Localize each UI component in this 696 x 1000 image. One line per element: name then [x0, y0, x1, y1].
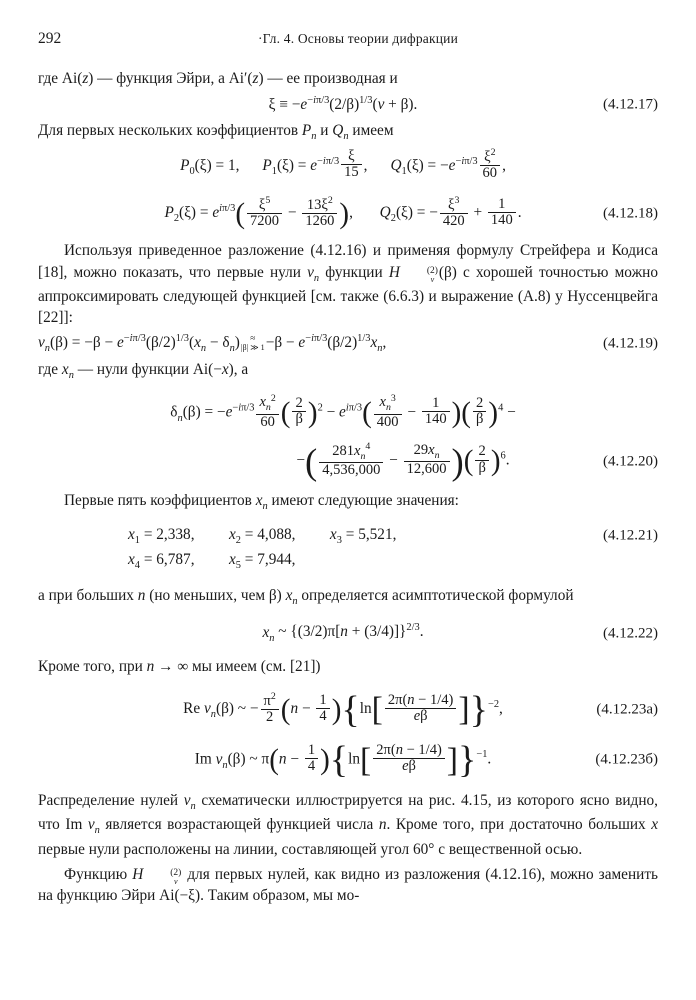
text-fragment: Используя приведенное разложение (4.12.16) и применяя формулу Стрейфера и Кодиса [18], можно показать, что первые нули [38, 242, 658, 281]
equation-body: Re $\nu_n(\beta)$ ~ − $\frac{\pi^2}{2}$ (n − $\frac{1}{4}$ ){ln[ $\frac{2\pi(n - 1/4)}{e\beta}$ ]}$^{-2}$, [183, 688, 503, 731]
coefficient-value: 6,787, [156, 550, 195, 568]
equation-4-12-20-line2 [38, 440, 658, 483]
text-fragment: функции [319, 263, 389, 281]
equation-body: $P_2(\xi) = e^{i\pi/3}$( $\frac{\xi^5}{7200}$ − $\frac{13\xi^2}{1260}$ ), $Q_2(\xi)$ = − $\frac{\xi^3}{420}$ + $\frac{1}{140}$ . [164, 194, 522, 230]
equation-4-12-20-line1 [38, 392, 658, 431]
page-number: 292 [38, 30, 62, 47]
text-fragment: первые нули расположены на линии, составляющей угол 60° с вещественной осью. [38, 840, 583, 858]
text-fragment: Кроме того, при [38, 657, 147, 675]
paragraph-limit: Кроме того, при n → ∞ мы имеем (см. [21]) [38, 657, 321, 675]
text-fragment: — нули функции Ai(− [73, 360, 222, 378]
equation-body: $\xi \equiv -e^{-i\pi/3}(2/\beta)^{1/3}(\nu + \beta)$. [268, 95, 418, 114]
paragraph-asymptotic: а при больших n (но меньших, чем β) $x_n$ определяется асимптотической формулой [38, 587, 574, 608]
equation-body: $x_n$ ~ $\{(3/2)\pi[n + (3/4)]\}^{2/3}$. [262, 622, 424, 644]
text-fragment: → ∞ мы имеем (см. [21]) [154, 657, 321, 675]
text-fragment: ( [247, 70, 253, 87]
equation-4-12-21-row1 [38, 524, 658, 548]
text-fragment: Первые пять коэффициентов [64, 491, 256, 509]
equation-number: (4.12.23б) [595, 751, 658, 768]
equation-number: (4.12.22) [603, 625, 658, 642]
text-fragment: и [316, 122, 333, 140]
coefficient-value: 5,521, [358, 526, 397, 544]
page-header [38, 30, 658, 50]
text-fragment: имеем [348, 122, 394, 140]
equation-body: $P_0(\xi) = 1$, $P_1(\xi) = e^{-i\pi/3}$ $\frac{\xi}{15}$ , $Q_1(\xi) = -e^{-i\pi/3}$ $\frac{\xi^2}{60}$ , [180, 147, 506, 182]
equation-4-12-18-line2 [38, 194, 658, 230]
equation-body: $x_1 = 2,338$, $x_2 = 4,088$, $x_3 = 5,521$, [128, 526, 397, 547]
text-fragment: ) — ее производная и [258, 70, 398, 87]
text-fragment: Для первых нескольких коэффициентов [38, 122, 302, 140]
text-fragment: где [38, 360, 62, 378]
paragraph-coefficients: Для первых нескольких коэффициентов $P_n$ и $Q_n$ имеем [38, 122, 394, 143]
equation-4-12-23b [38, 738, 658, 781]
coefficient-value: 4,088, [257, 526, 296, 544]
paragraph-airy-replacement: Функцию H (2) ν для первых нулей, как видно из разложения (4.12.16), можно заменить на функцию Эйри Ai(−ξ). Таким образом, мы мо- [38, 865, 658, 904]
paragraph-intro: где Ai(z) — функция Эйри, а Ai′(z) — ее производная и [38, 70, 398, 87]
equation-body: $x_4 = 6,787$, $x_5 = 7,944$, [128, 550, 296, 571]
equation-4-12-19 [38, 332, 658, 357]
text-fragment: для первых нулей, как видно из разложения (4.12.16), можно заменить на функцию Эйри Ai(−ξ). Таким образом, мы мо- [38, 865, 658, 904]
running-head-text: Гл. 4. Основы теории дифракции [262, 31, 459, 46]
equation-number: (4.12.19) [603, 336, 658, 353]
page-body [38, 68, 658, 910]
text-fragment: ) — функция Эйри, а Ai [88, 70, 245, 87]
text-fragment: где Ai( [38, 70, 83, 87]
text-fragment: . Кроме того, при достаточно больших [386, 816, 652, 834]
paragraph-five-coefficients: Первые пять коэффициентов $x_n$ имеют следующие значения: [64, 491, 459, 512]
paragraph-streifer-kodis: Используя приведенное разложение (4.12.16) и применяя формулу Стрейфера и Кодиса [18], можно показать, что первые нули $\nu_n$ функции H (2) ν (β) с хорошей точностью можно аппроксимировать следующей функцией [см. также (6.6.3) и выражение (А.8) у Нуссенцвейга [22]]: [38, 242, 658, 327]
paragraph-distribution: Распределение нулей $\nu_n$ схематически иллюстрируется на рис. 4.15, из которого ясно видно, что Im $\nu_n$ является возрастающей функцией числа n. Кроме того, при достаточно больших x первые нули расположены на линии, составляющей угол 60° с вещественной осью. [38, 791, 658, 858]
equation-body: $\nu_n(\beta) = -\beta - e^{-i\pi/3}(\beta/2)^{1/3}(x_n - \delta_n)$ ≈ |β| ≫ 1 $-\beta - e^{-i\pi/3}(\beta/2)^{1/3}x_n$, [38, 333, 387, 355]
coefficient-value: 2,338, [156, 526, 195, 544]
text-fragment: ), а [228, 360, 249, 378]
equation-body: $\delta_n(\beta) = -e^{-i\pi/3}$ $\frac{x_n^2}{60}$ ( $\frac{2}{\beta}$ )$^2 - e^{i\pi/3}$( $\frac{x_n^3}{400}$ − $\frac{1}{140}$ )( $\frac{2}{\beta}$ )$^4$ − [170, 392, 516, 430]
text-fragment: является возрастающей функцией числа [99, 816, 379, 834]
text-fragment: а при больших [38, 587, 138, 605]
equation-4-12-23a [38, 688, 658, 731]
text-fragment: схематически иллюстрируется на рис. 4.15, из которого ясно видно, что Im [38, 791, 658, 834]
equation-number: (4.12.20) [603, 453, 658, 470]
equation-number: (4.12.18) [603, 205, 658, 222]
text-fragment: Распределение нулей [38, 791, 184, 809]
equation-number: (4.12.21) [603, 528, 658, 545]
text-fragment: (β) с хорошей точностью можно аппроксимировать следующей функцией [см. также (6.6.3) и выражение (А.8) у Нуссенцвейга [22]]: [38, 263, 658, 327]
equation-body: −( $\frac{281x_n^4}{4,536,000}$ − $\frac{29x_n}{12,600}$ )( $\frac{2}{\beta}$ )$^6$. [296, 440, 510, 483]
text-fragment: определяется асимптотической формулой [297, 587, 574, 605]
equation-4-12-21-row2 [38, 549, 658, 573]
equation-number: (4.12.17) [603, 96, 658, 113]
running-head [98, 31, 658, 47]
running-head-prefix: · [257, 31, 263, 46]
equation-body: Im $\nu_n(\beta)$ ~ π(n − $\frac{1}{4}$ ){ln[ $\frac{2\pi(n - 1/4)}{e\beta}$ ]}$^{-1}$. [194, 738, 492, 781]
text-fragment: (но меньших, чем β) [145, 587, 286, 605]
paragraph-airy-zeros: где $x_n$ — нули функции Ai(−x), а [38, 360, 249, 381]
equation-number: (4.12.23а) [596, 701, 658, 718]
equation-4-12-18-line1 [38, 147, 658, 183]
text-fragment: Функцию [64, 865, 133, 883]
equation-4-12-17 [38, 94, 658, 115]
coefficient-value: 7,944, [257, 550, 296, 568]
text-fragment: имеют следующие значения: [267, 491, 459, 509]
equation-4-12-22 [38, 621, 658, 646]
